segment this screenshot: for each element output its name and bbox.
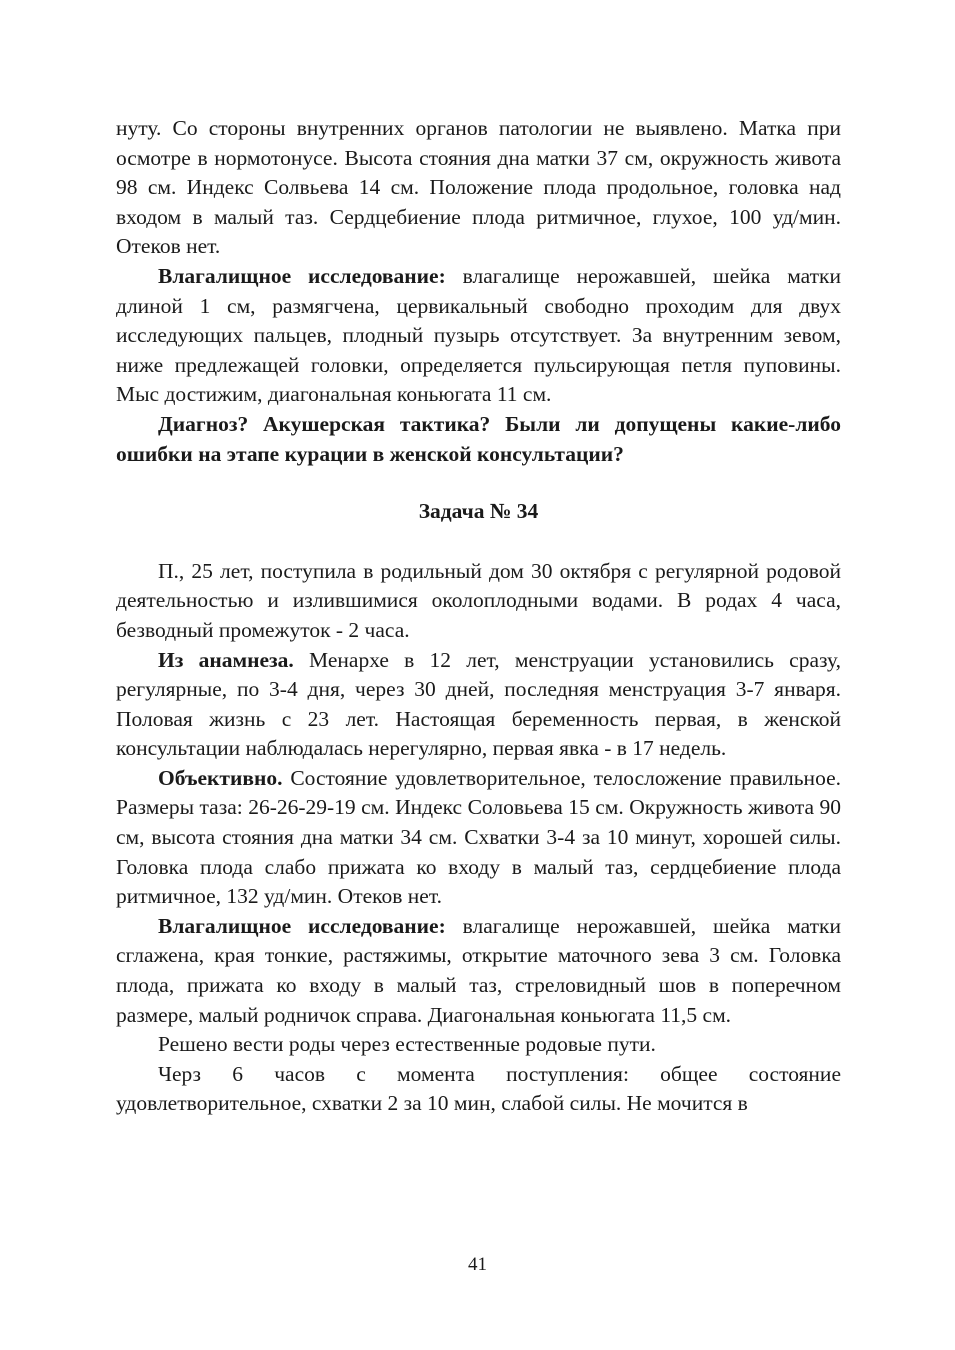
anamnesis-text: Менархе в 12 лет, менструации установились сразу, регулярные, по 3-4 дня, через 30 дней, последняя менструация 3-7 января. Половая жизнь с 23 лет. Настоящая беременность первая, в женской консультации наблюдалась нерегулярно, первая явка - в 17 недель. (116, 647, 842, 761)
vaginal-exam-text-2: влагалище нерожавшей, шейка матки сглажена, края тонкие, растяжимы, открытие маточного зева 3 см. Головка плода, прижата ко входу в малый таз, стреловидный шов в поперечном размере, малый родничок справа. Диагональная коньюгата 11,5 см. (116, 913, 841, 1027)
decision-paragraph: Решено вести роды через естественные родовые пути. (158, 1032, 656, 1057)
task-questions: Диагноз? Акушерская тактика? Были ли допущены какие-либо ошибки на этапе курации в женской консультации? (116, 411, 841, 466)
after-six-hours-paragraph: Черз 6 часов с момента поступления: общее состояние удовлетворительное, схватки 2 за 10 мин, слабой силы. Не мочится в (116, 1061, 841, 1116)
page-content (116, 114, 841, 1119)
objective-paragraph (116, 764, 841, 912)
page-number: 41 (468, 1254, 487, 1275)
anamnesis-label: Из анамнеза. (158, 647, 294, 672)
vaginal-exam-paragraph-2 (116, 912, 841, 1030)
objective-text: Состояние удовлетворительное, телосложение правильное. Размеры таза: 26-26-29-19 см. Индекс Соловьева 15 см. Окружность живота 90 см, высота стояния дна матки 34 см. Схватки 3-4 за 10 минут, хорошей силы. Головка плода слабо прижата ко входу в малый таз, сердцебиение плода ритмичное, 132 уд/мин. Отеков нет. (116, 765, 841, 909)
patient-intro-paragraph: П., 25 лет, поступила в родильный дом 30 октября с регулярной родовой деятельностью и излившимися околоплодными водами. В родах 4 часа, безводный промежуток - 2 часа. (116, 558, 841, 642)
vaginal-exam-label-1: Влагалищное исследование: (158, 263, 446, 288)
objective-label: Объективно. (158, 765, 283, 790)
task-title: Задача № 34 (418, 499, 539, 524)
continuation-paragraph: нуту. Со стороны внутренних органов патологии не выявлено. Матка при осмотре в нормотонусе. Высота стояния дна матки 37 см, окружность живота 98 см. Индекс Солвьева 14 см. Положение плода продольное, головка над входом в малый таз. Сердцебиение плода ритмичное, глухое, 100 уд/мин. Отеков нет. (116, 116, 841, 259)
vaginal-exam-text-1: влагалище нерожавшей, шейка матки длиной 1 см, размягчена, цервикальный свободно проходим для двух исследующих пальцев, плодный пузырь отсутствует. За внутренним зевом, ниже предлежащей головки, определяется пульсирующая петля пуповины. Мыс достижим, диагональная коньюгата 11 см. (116, 263, 841, 407)
anamnesis-paragraph (116, 646, 841, 764)
vaginal-exam-label-2: Влагалищное исследование: (158, 913, 446, 938)
vaginal-exam-paragraph-1 (116, 262, 841, 410)
